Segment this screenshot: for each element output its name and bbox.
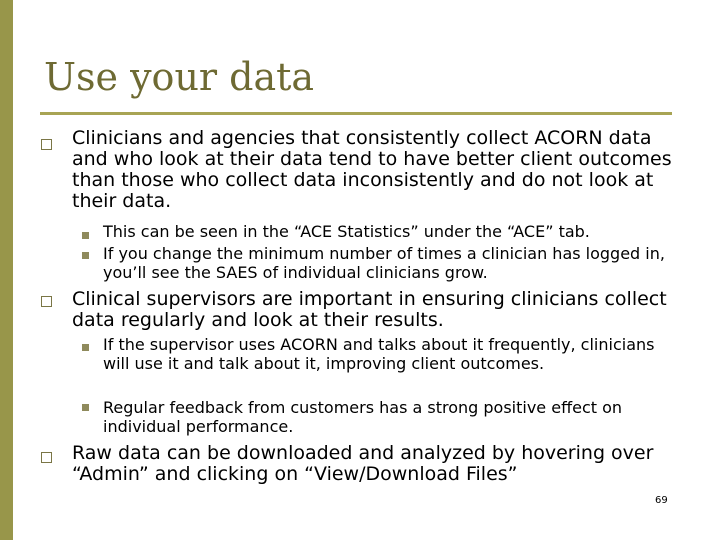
sub-bullet-marker [82, 252, 89, 259]
bullet-text-3: Raw data can be downloaded and analyzed by hovering over “Admin” and clicking on “View/Download Files” [72, 442, 654, 485]
slide-title: Use your data [44, 55, 315, 99]
sub-bullet-text-2-2: Regular feedback from customers has a strong positive effect on individual performance. [103, 398, 623, 436]
bullet-marker [41, 452, 52, 463]
bullet-text-2: Clinical supervisors are important in ensuring clinicians collect data regularly and look at their results. [72, 288, 667, 331]
sub-bullet-marker [82, 404, 89, 411]
bullet-marker [41, 139, 52, 150]
sub-bullet-marker [82, 232, 89, 239]
bullet-marker [41, 296, 52, 307]
sub-bullet-text-1-1: This can be seen in the “ACE Statistics” under the “ACE” tab. [103, 222, 590, 241]
sub-bullet-text-1-2: If you change the minimum number of times a clinician has logged in, you’ll see the SAES of individual clinicians grow. [103, 244, 665, 282]
page-number: 69 [655, 495, 668, 506]
sub-bullet-text-2-1: If the supervisor uses ACORN and talks about it frequently, clinicians will use it and talk about it, improving client outcomes. [103, 335, 655, 373]
sub-bullet-marker [82, 344, 89, 351]
left-accent-bar [0, 0, 13, 540]
title-underline [40, 112, 672, 115]
bullet-text-1: Clinicians and agencies that consistently collect ACORN data and who look at their data tend to have better client outcomes than those who collect data inconsistently and do not look at their data. [72, 127, 672, 212]
